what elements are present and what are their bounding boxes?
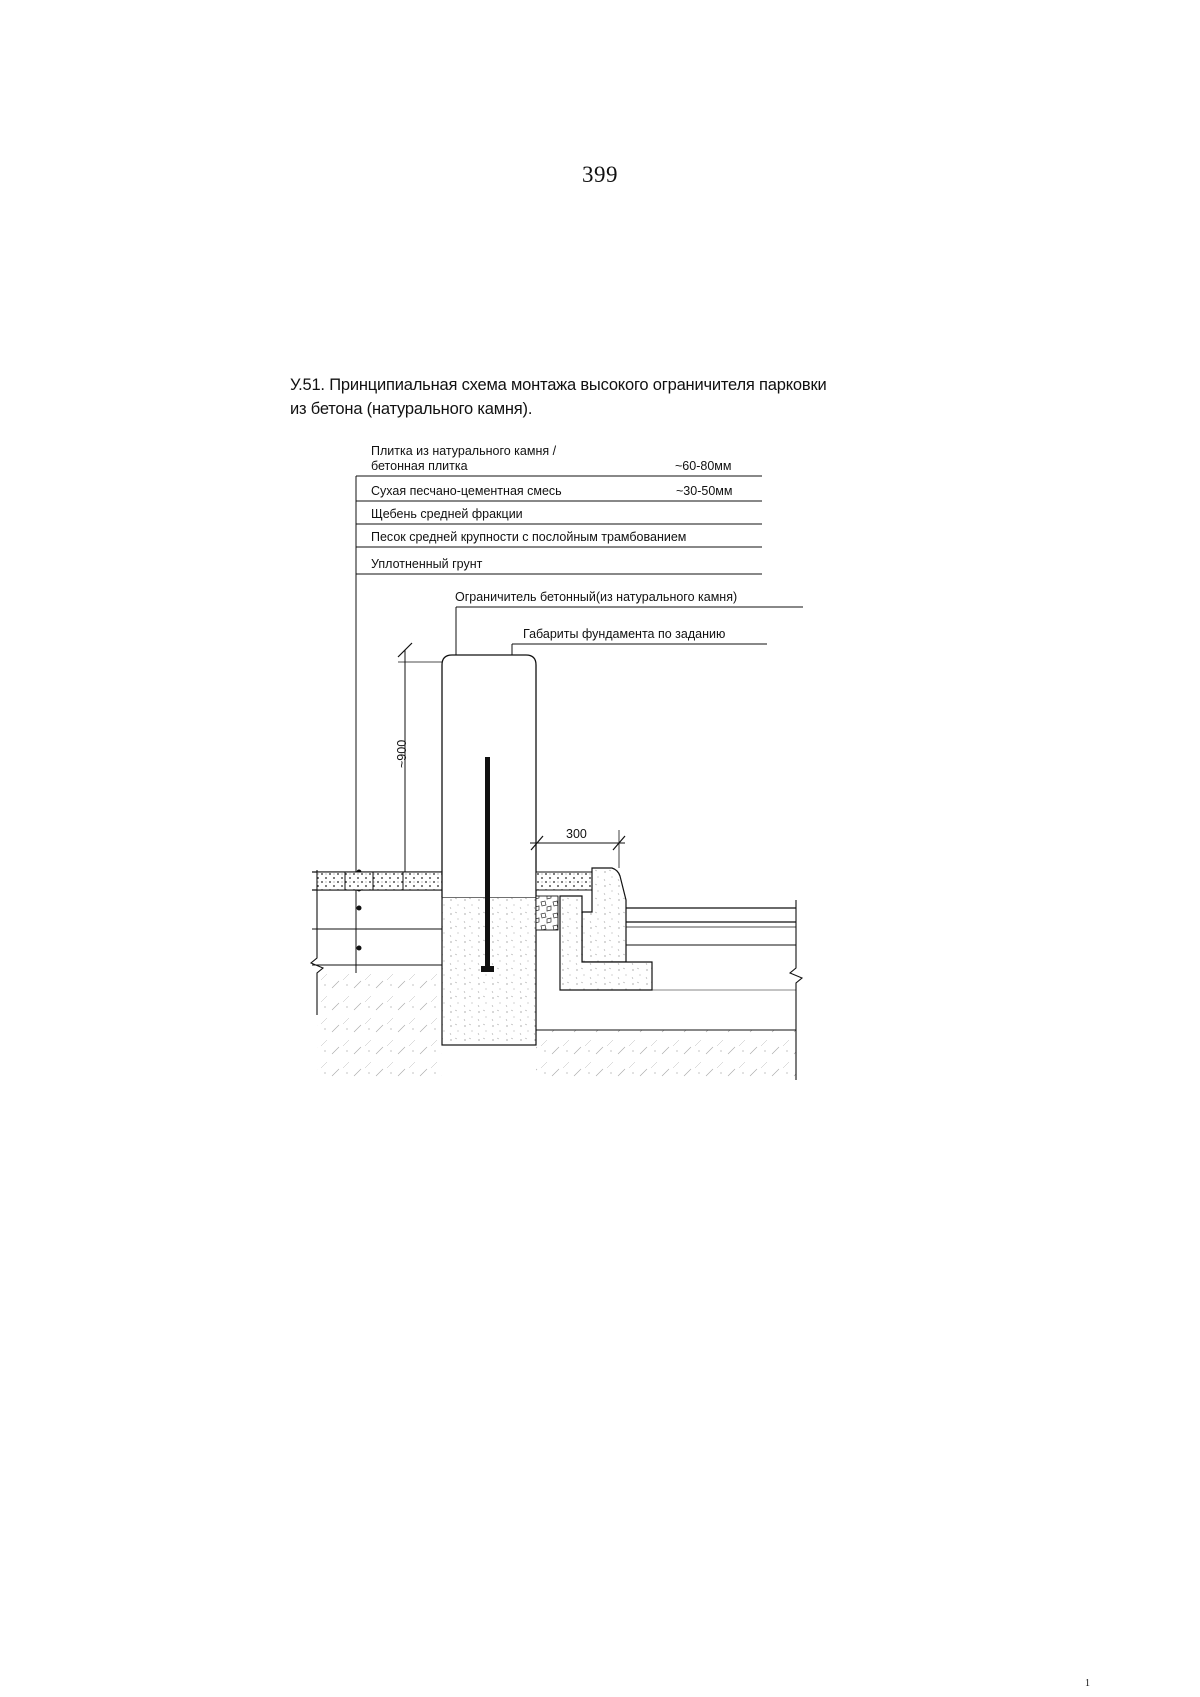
layer-thickness-sand-cement: ~30-50мм (676, 484, 733, 498)
dimension-height-label: ~900 (395, 739, 409, 768)
layer-label-compacted-soil: Уплотненный грунт (371, 557, 483, 571)
layer-label-sand-cement: Сухая песчано-цементная смесь (371, 484, 562, 498)
reinforcement-bar (485, 757, 490, 972)
layer-thickness-tile: ~60-80мм (675, 459, 732, 473)
corner-mark: 1 (1085, 1678, 1090, 1689)
layer-label-sand: Песок средней крупности с послойным трамбованием (371, 530, 687, 544)
layer-label-crushed-stone: Щебень средней фракции (371, 507, 523, 521)
figure-caption-line-1: У.51. Принципиальная схема монтажа высокого ограничителя парковки (290, 376, 827, 394)
dimension-height (395, 643, 442, 872)
dimension-offset (530, 827, 625, 868)
dimension-offset-label: 300 (566, 827, 587, 841)
layer-label-tile-line-1: Плитка из натурального камня / (371, 444, 557, 458)
callout-bollard-label: Ограничитель бетонный(из натурального камня) (455, 590, 738, 604)
callout-foundation-label: Габариты фундамента по заданию (523, 627, 726, 641)
layer-label-tile-line-2: бетонная плитка (371, 459, 468, 473)
page-number: 399 (582, 162, 618, 187)
figure-caption-line-2: из бетона (натурального камня). (290, 400, 533, 418)
